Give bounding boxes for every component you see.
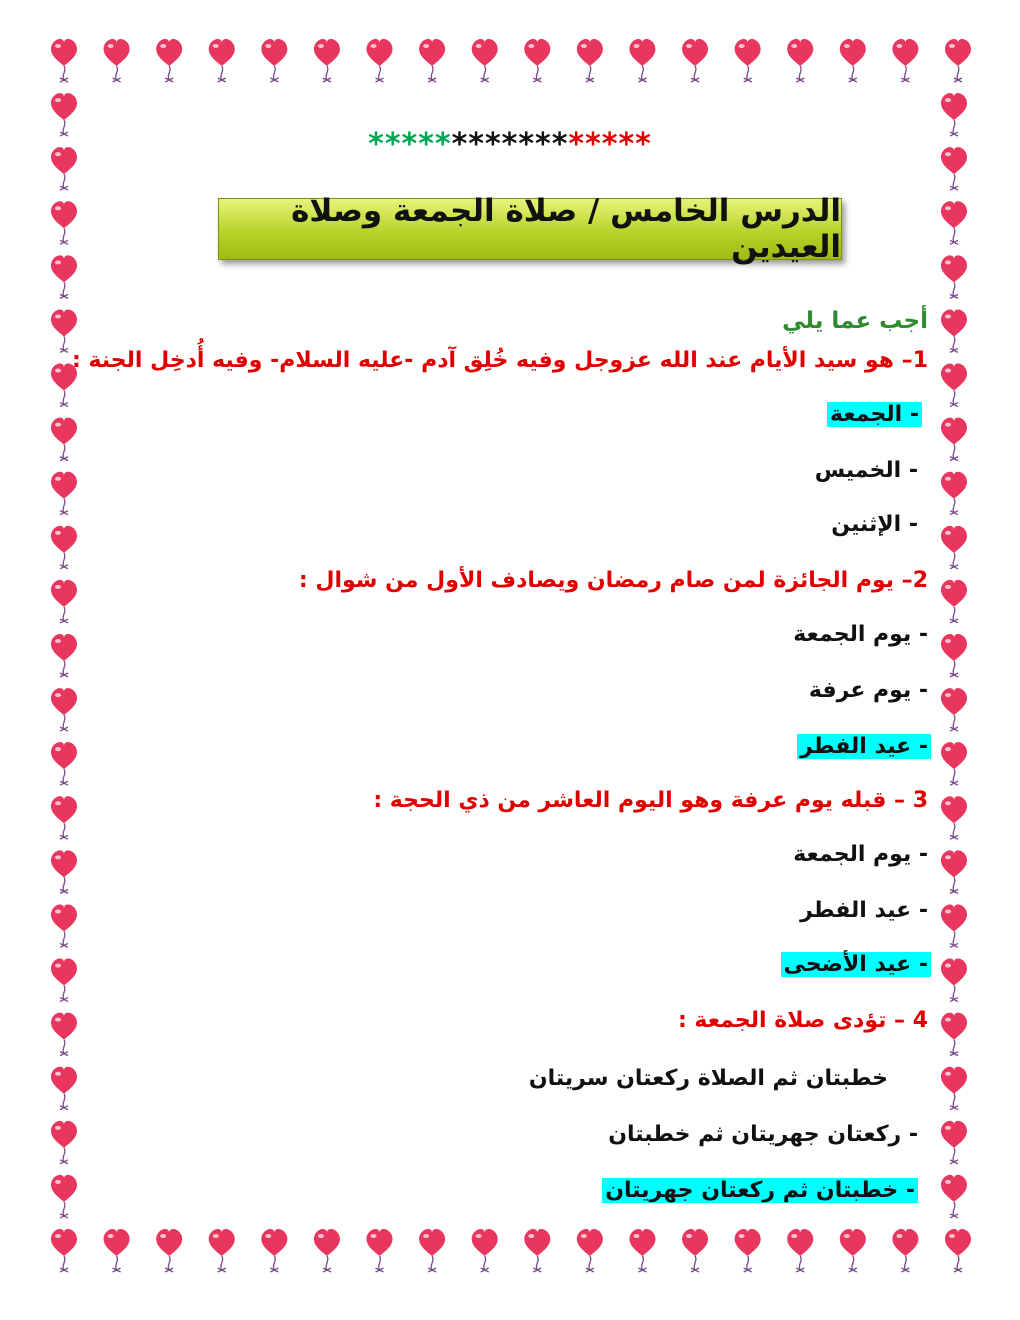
heart-balloon-icon xyxy=(941,418,967,461)
question-3: 3 – قبله يوم عرفة وهو اليوم العاشر من ذي الحجة : xyxy=(373,788,928,813)
heart-balloon-icon xyxy=(941,850,967,893)
heart-balloon-icon xyxy=(104,1229,130,1272)
heart-balloon-icon xyxy=(577,39,603,82)
heart-balloon-icon xyxy=(941,580,967,623)
heart-balloon-icon xyxy=(945,1229,971,1272)
heart-balloon-icon xyxy=(51,1013,77,1056)
heart-balloon-icon xyxy=(51,1067,77,1110)
heart-balloon-icon xyxy=(941,364,967,407)
lesson-title: الدرس الخامس / صلاة الجمعة وصلاة العيدين xyxy=(291,193,841,265)
q3-option-2: - عيد الفطر xyxy=(800,898,928,923)
q3-option-3 xyxy=(781,948,931,982)
heart-balloon-icon xyxy=(367,1229,393,1272)
stars-red: ***** xyxy=(568,127,652,162)
heart-balloon-icon xyxy=(941,904,967,947)
q2-option-3 xyxy=(797,730,931,764)
heart-balloon-icon xyxy=(892,1229,918,1272)
heart-balloon-icon xyxy=(209,39,235,82)
heart-balloon-icon xyxy=(261,39,287,82)
stars-black: ******* xyxy=(451,127,569,162)
heart-balloon-icon xyxy=(51,959,77,1002)
q2-option-2: - يوم عرفة xyxy=(808,678,928,703)
heart-balloon-icon xyxy=(261,1229,287,1272)
q2-option-1: - يوم الجمعة xyxy=(793,622,928,647)
heart-balloon-icon xyxy=(472,39,498,82)
correct-answer-highlight: - عيد الفطر xyxy=(797,734,931,759)
heart-balloon-icon xyxy=(941,742,967,785)
heart-balloon-icon xyxy=(209,1229,235,1272)
heart-balloon-icon xyxy=(840,39,866,82)
heart-balloon-icon xyxy=(51,1175,77,1218)
heart-balloon-icon xyxy=(51,580,77,623)
heart-balloon-icon xyxy=(472,1229,498,1272)
heart-balloon-icon xyxy=(629,1229,655,1272)
heart-balloon-icon xyxy=(941,634,967,677)
heart-balloon-icon xyxy=(51,255,77,298)
heart-balloon-icon xyxy=(840,1229,866,1272)
heart-balloon-icon xyxy=(941,1121,967,1164)
q1-option-1 xyxy=(827,398,922,432)
heart-balloon-icon xyxy=(51,418,77,461)
heart-balloon-icon xyxy=(51,1229,77,1272)
heart-balloon-icon xyxy=(419,39,445,82)
heart-balloon-icon xyxy=(51,526,77,569)
heart-balloon-icon xyxy=(577,1229,603,1272)
heart-balloon-icon xyxy=(787,39,813,82)
heart-balloon-icon xyxy=(51,472,77,515)
q4-option-2: - ركعتان جهريتان ثم خطبتان xyxy=(608,1122,918,1147)
heart-balloon-icon xyxy=(314,39,340,82)
heart-balloon-icon xyxy=(51,688,77,731)
heart-balloon-icon xyxy=(524,39,550,82)
heart-balloon-icon xyxy=(787,1229,813,1272)
heart-balloon-icon xyxy=(156,1229,182,1272)
heart-balloon-icon xyxy=(51,796,77,839)
question-1: 1– هو سيد الأيام عند الله عزوجل وفيه خُلِق آدم -عليه السلام- وفيه أُدخِل الجنة : xyxy=(72,348,928,373)
correct-answer-highlight: - عيد الأضحى xyxy=(781,952,931,977)
q1-option-3: - الإثنين xyxy=(831,512,918,537)
heart-balloon-icon xyxy=(735,1229,761,1272)
heart-balloon-icon xyxy=(941,1013,967,1056)
heart-balloon-icon xyxy=(941,526,967,569)
heart-balloon-icon xyxy=(941,309,967,352)
heart-balloon-icon xyxy=(51,904,77,947)
heart-balloon-icon xyxy=(51,850,77,893)
heart-balloon-icon xyxy=(51,1121,77,1164)
heart-balloon-icon xyxy=(51,201,77,244)
q4-option-3 xyxy=(602,1174,918,1208)
heart-balloon-icon xyxy=(941,255,967,298)
heart-balloon-icon xyxy=(419,1229,445,1272)
heart-balloon-icon xyxy=(941,201,967,244)
stars-green: ***** xyxy=(368,127,452,162)
heart-balloon-icon xyxy=(682,39,708,82)
heart-balloon-icon xyxy=(629,39,655,82)
heart-balloon-icon xyxy=(51,742,77,785)
correct-answer-highlight: - الجمعة xyxy=(827,402,922,427)
heart-balloon-icon xyxy=(51,634,77,677)
correct-answer-highlight: - خطبتان ثم ركعتان جهريتان xyxy=(602,1178,918,1203)
q1-option-2: - الخميس xyxy=(814,458,918,483)
heart-balloon-icon xyxy=(682,1229,708,1272)
heart-balloon-icon xyxy=(524,1229,550,1272)
heart-balloon-icon xyxy=(367,39,393,82)
heart-balloon-icon xyxy=(51,39,77,82)
heart-balloon-icon xyxy=(945,39,971,82)
heart-balloon-icon xyxy=(156,39,182,82)
heart-balloon-icon xyxy=(892,39,918,82)
question-4: 4 – تؤدى صلاة الجمعة : xyxy=(677,1008,928,1033)
heart-balloon-icon xyxy=(941,688,967,731)
heart-balloon-icon xyxy=(941,959,967,1002)
q4-option-1: خطبتان ثم الصلاة ركعتان سريتان xyxy=(528,1066,888,1091)
heart-balloon-icon xyxy=(314,1229,340,1272)
heart-balloon-icon xyxy=(941,472,967,515)
question-2: 2– يوم الجائزة لمن صام رمضان ويصادف الأول من شوال : xyxy=(298,568,928,593)
heart-balloon-icon xyxy=(941,1175,967,1218)
heart-balloon-icon xyxy=(735,39,761,82)
heart-balloon-icon xyxy=(941,1067,967,1110)
q3-option-1: - يوم الجمعة xyxy=(793,842,928,867)
heart-balloon-icon xyxy=(941,796,967,839)
heart-balloon-icon xyxy=(104,39,130,82)
instruction: أجب عما يلي xyxy=(782,308,928,334)
lesson-title-box xyxy=(218,193,842,265)
decorative-stars xyxy=(0,128,1020,162)
